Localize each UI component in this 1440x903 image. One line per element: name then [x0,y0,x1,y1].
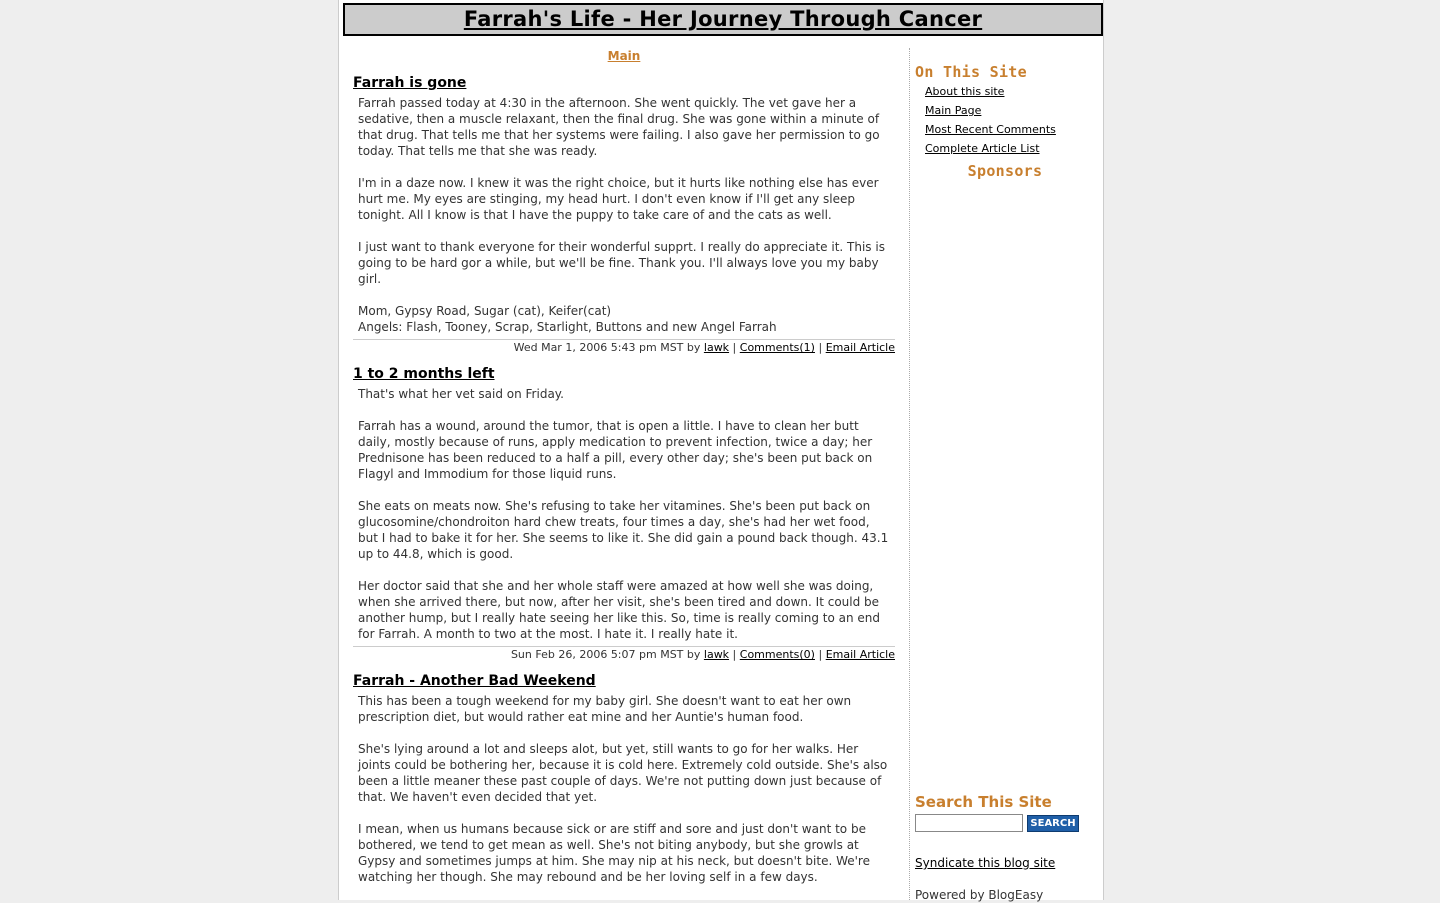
email-article-link[interactable]: Email Article [825,648,895,661]
article-paragraph: She eats on meats now. She's refusing to take her vitamines. She's been put back on glucosomine/chondroiton hard chew treats, four times a day, she's had her wet food, but I had to bake it for her. She seems to like it. She did gain a pound back though. 43.1 up to 44.8, which is good. [358,499,889,561]
on-this-site-heading: On This Site [915,63,1027,81]
article-title [353,75,895,95]
sponsors-heading: Sponsors [967,162,1043,180]
main-page-link[interactable]: Main Page [925,104,982,117]
article [353,366,895,662]
breadcrumb-main-link[interactable]: Main [607,49,641,63]
article-title-link[interactable]: Farrah - Another Bad Weekend [353,673,596,689]
page-container [338,0,1104,900]
search-heading: Search This Site [915,793,1052,811]
article-title-link[interactable]: Farrah is gone [353,75,467,91]
article-paragraph: Her doctor said that she and her whole staff were amazed at how well she was doing, when she arrived there, but now, after her visit, she's been tired and down. It could be another hump, but I really hate seeing her like this. So, time is really coming to an end for Farrah. A month to two at the most. I hate it. I really hate it. [358,579,881,641]
article-paragraph: Farrah has a wound, around the tumor, that is open a little. I have to clean her butt daily, mostly because of runs, apply medication to prevent infection, twice a day; her Prednisone has been reduced to a half a pill, every other day; she's been put back on Flagyl and Immodium for those liquid runs. [358,419,873,481]
author-link[interactable]: lawk [703,648,730,661]
search-button[interactable]: SEARCH [1027,815,1079,832]
syndicate [915,855,1055,871]
comments-link[interactable]: Comments(0) [739,648,815,661]
search-input[interactable] [915,814,1023,832]
article-body [358,386,890,642]
article [353,75,895,355]
article-date: Sun Feb 26, 2006 5:07 pm MST by [510,648,701,661]
article-list-link[interactable]: Complete Article List [925,142,1040,155]
syndicate-link[interactable]: Syndicate this blog site [915,856,1056,870]
article-paragraph: I'm in a daze now. I knew it was the right choice, but it hurts like nothing else has ever hurt me. My eyes are stinging, my head hurt. I don't even know if I'll get any sleep tonight. All I know is that I have the puppy to take care of and the cats as well. [358,176,879,222]
article-date: Wed Mar 1, 2006 5:43 pm MST by [513,341,701,354]
article-paragraph: Mom, Gypsy Road, Sugar (cat), Keifer(cat) Angels: Flash, Tooney, Scrap, Starlight, Buttons and new Angel Farrah [358,304,777,334]
site-header [343,3,1103,36]
article-meta: Sun Feb 26, 2006 5:07 pm MST by lawk | Comments(0) | Email Article [353,646,895,662]
article-paragraph: I mean, when us humans because sick or are stiff and sore and just don't want to be bothered, we tend to get mean as well. She's not biting anybody, but she growls at Gypsy and sometimes jumps at him. She may nip at his neck, but doesn't bite. We're watching her though. She may rebound and be her loving self in a few days. [358,822,870,884]
author-link[interactable]: lawk [703,341,730,354]
comments-link[interactable]: Comments(1) [739,341,815,354]
article-body [358,95,890,335]
article-title [353,673,895,693]
site-link-item [925,139,1095,158]
recent-comments-link[interactable]: Most Recent Comments [925,123,1056,136]
column-divider [909,48,910,900]
about-link[interactable]: About this site [925,85,1005,98]
breadcrumb [353,48,895,64]
article-paragraph: Farrah passed today at 4:30 in the afternoon. She went quickly. The vet gave her a sedative, then a muscle relaxant, then the final drug. She was gone within a minute of that drug. That tells me that her systems were failing. I also gave her permission to go today. That tells me that she was ready. [358,96,880,158]
article-meta: Wed Mar 1, 2006 5:43 pm MST by lawk | Comments(1) | Email Article [353,339,895,355]
article-paragraph: She's lying around a lot and sleeps alot, but yet, still wants to go for her walks. Her joints could be bothering her, because it is cold here. Extremely cold outside. She's also been a little meaner these past couple of days. We're not putting down just because of that. We haven't even decided that yet. [358,742,888,804]
sidebar [915,62,1095,902]
article-body [358,693,890,885]
article-title [353,366,895,386]
article-title-link[interactable]: 1 to 2 months left [353,366,495,382]
site-title-link[interactable]: Farrah's Life - Her Journey Through Cancer [463,7,983,31]
site-link-item [925,82,1095,101]
article-paragraph: This has been a tough weekend for my baby girl. She doesn't want to eat her own prescription diet, but would rather eat mine and her Auntie's human food. [358,694,852,724]
powered-by-text: Powered by BlogEasy [915,888,1044,902]
main-column [353,48,895,885]
site-link-item [925,120,1095,139]
site-links-list [915,82,1095,158]
email-article-link[interactable]: Email Article [825,341,895,354]
article-paragraph: That's what her vet said on Friday. [358,387,564,401]
article [353,673,895,885]
site-link-item [925,101,1095,120]
article-paragraph: I just want to thank everyone for their wonderful supprt. I really do appreciate it. This is going to be hard gor a while, but we'll be fine. Thank you. I'll always love you my baby girl. [358,240,885,286]
